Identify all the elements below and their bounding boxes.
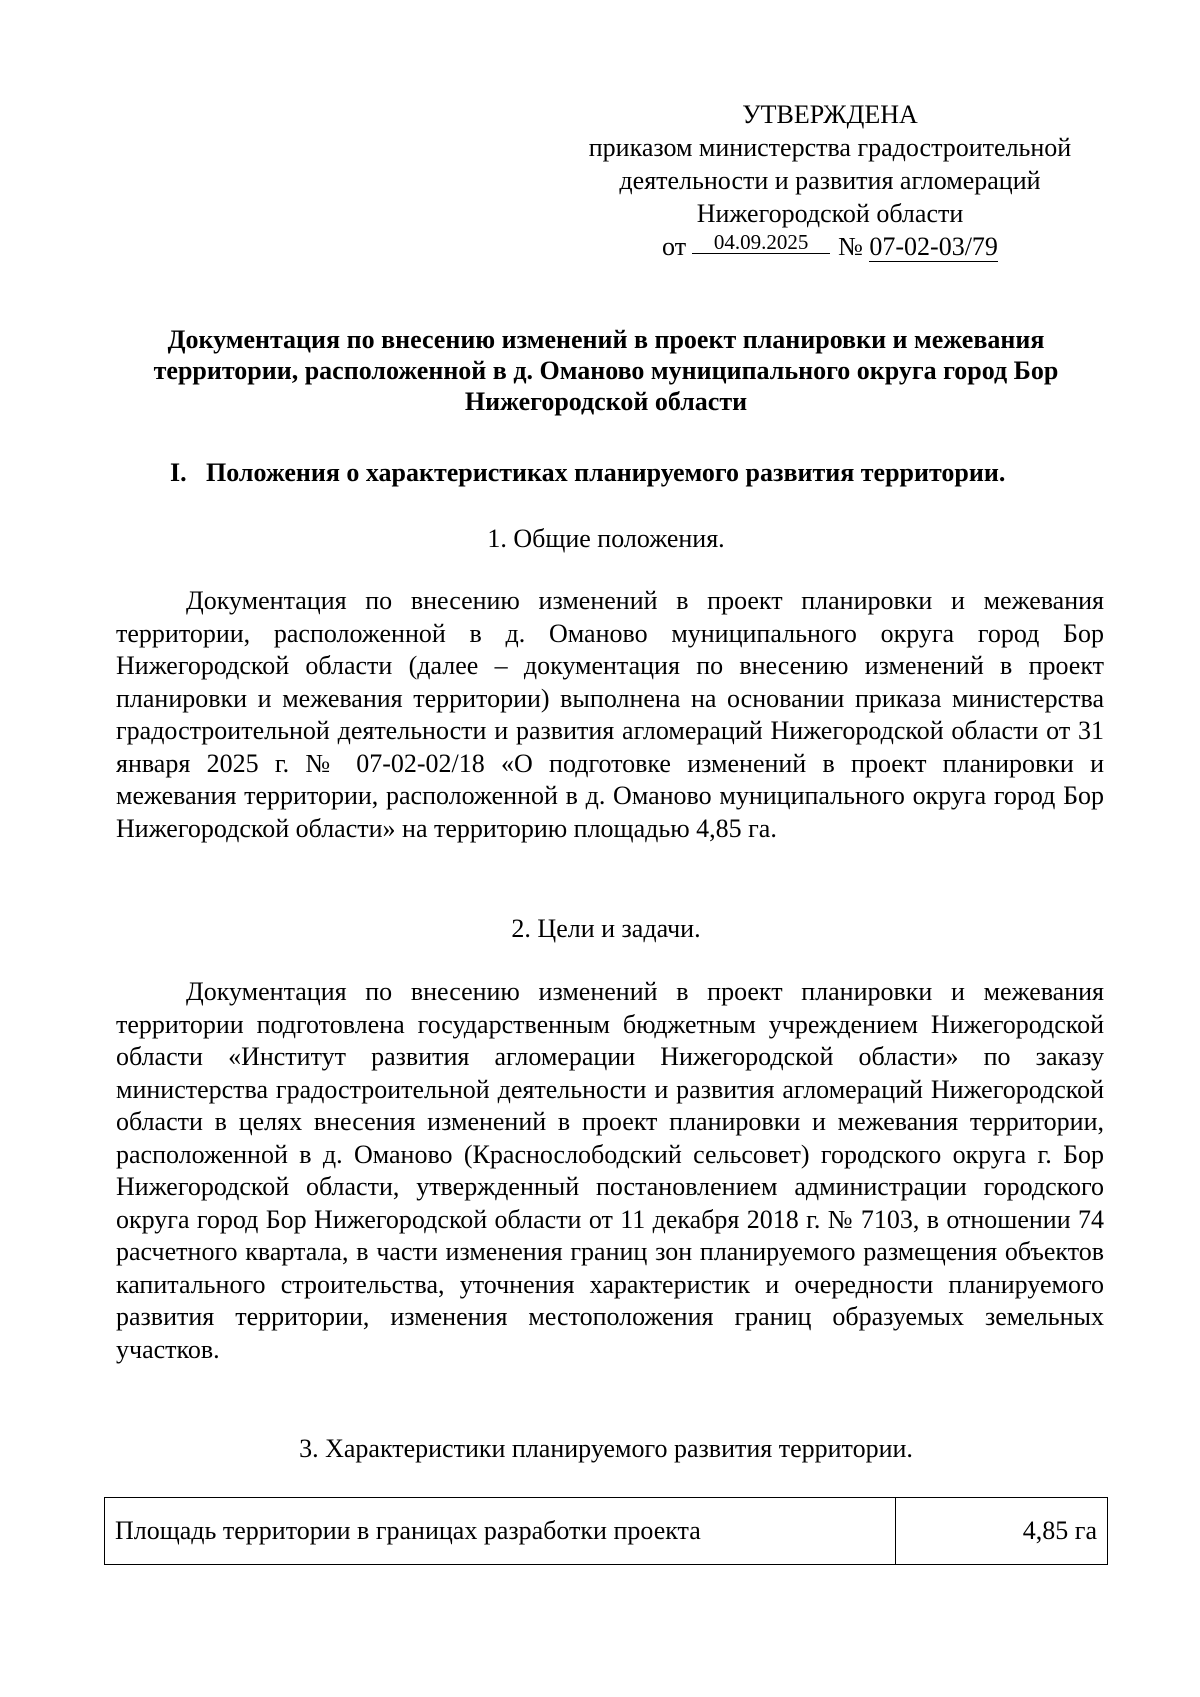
section-heading <box>170 457 1100 488</box>
approval-date-number-line <box>560 230 1100 263</box>
approval-date: 04.09.2025 <box>692 231 830 254</box>
table-row <box>105 1498 1108 1565</box>
approval-number-sign: № <box>838 232 863 261</box>
paragraph-goals: Документация по внесению изменений в проект планировки и межевания территории подготовлена государственным бюджетным учреждением Нижегородской области «Институт развития агломерации Нижегородской области» по заказу министерства градостроительной деятельности и развития агломераций Нижегородской области в целях внесения изменений в проект планировки и межевания территории, расположенной в д. Оманово (Краснослободский сельсовет) городского округа г. Бор Нижегородской области, утвержденный постановлением администрации городского округа город Бор Нижегородской области от 11 декабря 2018 г. № 7103, в отношении 74 расчетного квартала, в части изменения границ зон планируемого размещения объектов капитального строительства, уточнения характеристик и очередности планируемого развития территории, изменения местоположения границ образуемых земельных участков. <box>116 977 1104 1364</box>
table-cell-name: Площадь территории в границах разработки проекта <box>105 1498 896 1565</box>
subsection-heading-goals: 2. Цели и задачи. <box>511 914 701 943</box>
section-roman-numeral: I. <box>170 458 187 487</box>
section-title: Положения о характеристиках планируемого развития территории. <box>206 458 1006 487</box>
approval-from-label: от <box>662 232 687 261</box>
subsection-heading-general: 1. Общие положения. <box>487 524 725 553</box>
characteristics-table <box>104 1497 1108 1565</box>
approval-line-1: приказом министерства градостроительной <box>588 133 1072 162</box>
paragraph-general: Документация по внесению изменений в проект планировки и межевания территории, расположенной в д. Оманово муниципального округа город Бор Нижегородской области (далее – документация по внесению изменений в проект планировки и межевания территории) выполнена на основании приказа министерства градостроительной деятельности и развития агломераций Нижегородской области от 31 января 2025 г. № 07-02-02/18 «О подготовке изменений в проект планировки и межевания территории, расположенной в д. Оманово муниципального округа город Бор Нижегородской области» на территорию площадью 4,85 га. <box>116 586 1104 843</box>
subsection-heading-characteristics: 3. Характеристики планируемого развития территории. <box>299 1434 913 1463</box>
approval-block <box>560 98 1100 263</box>
document-title: Документация по внесению изменений в проект планировки и межевания территории, расположенной в д. Оманово муниципального округа город Бор Нижегородской области <box>153 325 1059 416</box>
approval-line-2: деятельности и развития агломераций <box>619 166 1041 195</box>
approval-number: 07-02-03/79 <box>869 232 998 261</box>
approval-title: УТВЕРЖДЕНА <box>742 100 918 129</box>
table-cell-value: 4,85 га <box>896 1498 1108 1565</box>
characteristics-table-wrap <box>104 1497 1108 1565</box>
approval-line-3: Нижегородской области <box>696 199 964 228</box>
